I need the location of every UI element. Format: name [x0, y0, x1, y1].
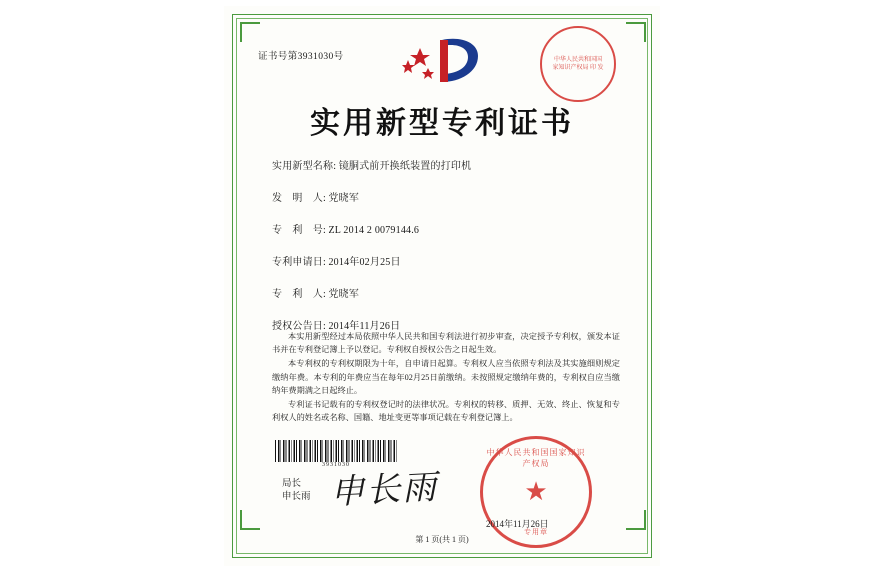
director-title: 局长: [282, 479, 302, 489]
field-value: 党晓军: [328, 289, 360, 300]
field-value: 2014年11月26日: [328, 321, 401, 332]
field-inventor: [272, 192, 622, 206]
director-label: [282, 478, 311, 504]
official-seal: [480, 436, 592, 548]
corner-ornament-top-left: [240, 22, 260, 42]
field-label: 专 利 人:: [272, 289, 326, 300]
field-patentee: [272, 288, 622, 302]
barcode-number: 3931030: [322, 462, 350, 468]
sipo-emblem-icon: [402, 34, 492, 88]
field-label: 发 明 人:: [272, 193, 326, 204]
field-application-date: [272, 256, 622, 270]
field-label: 专 利 号:: [272, 225, 326, 236]
field-value: 镜胴式前开换纸装置的打印机: [338, 161, 472, 172]
legal-paragraph-2: 本专利权的专利权期限为十年，自申请日起算。专利权人应当依照专利法及其实施细则规定缴纳年费。本专利的年费应当在每年02月25日前缴纳。未按照规定缴纳年费的，专利权自应当缴纳年费期满之日起终止。: [272, 359, 620, 395]
legal-paragraph-3: 专利证书记载有的专利权登记时的法律状况。专利权的转移、质押、无效、终止、恢复和专利权人的姓名或名称、国籍、地址变更等事项记载在专利登记簿上。: [272, 400, 620, 423]
field-label: 实用新型名称:: [272, 161, 337, 172]
barcode: [275, 440, 397, 462]
page-title: 实用新型专利证书: [310, 107, 574, 140]
field-label: 授权公告日:: [272, 321, 326, 332]
field-label: 专利申请日:: [272, 257, 326, 268]
official-seal-top-text: 中华人民共和国国家知识产权局: [486, 448, 586, 468]
field-value: 2014年02月25日: [328, 257, 401, 268]
field-invention-name: [272, 160, 622, 174]
corner-ornament-bottom-left: [240, 510, 260, 530]
director-name: 申长雨: [282, 492, 311, 502]
corner-ornament-top-right: [626, 22, 646, 42]
star-icon: ★: [524, 477, 548, 506]
signature-date: 2014年11月26日: [486, 519, 549, 529]
field-value: ZL 2014 2 0079144.6: [328, 225, 420, 236]
director-signature: 申长雨: [329, 469, 440, 512]
issuing-seal-top-text: 中华人民共和国国家知识产权局 印 发: [552, 57, 604, 71]
issuing-seal-top: [540, 26, 616, 102]
page-footer: 第 1 页(共 1 页): [415, 535, 469, 544]
field-patent-number: [272, 224, 622, 238]
corner-ornament-bottom-right: [626, 510, 646, 530]
field-value: 党晓军: [328, 193, 360, 204]
official-seal-bottom-text: 专用章: [524, 528, 548, 536]
field-list: [272, 160, 622, 350]
legal-body-text: [272, 330, 620, 425]
legal-paragraph-1: 本实用新型经过本局依照中华人民共和国专利法进行初步审查，决定授予专利权，颁发本证书并在专利登记簿上予以登记。专利权自授权公告之日起生效。: [272, 332, 620, 355]
certificate-number: 证书号第3931030号: [258, 52, 344, 62]
